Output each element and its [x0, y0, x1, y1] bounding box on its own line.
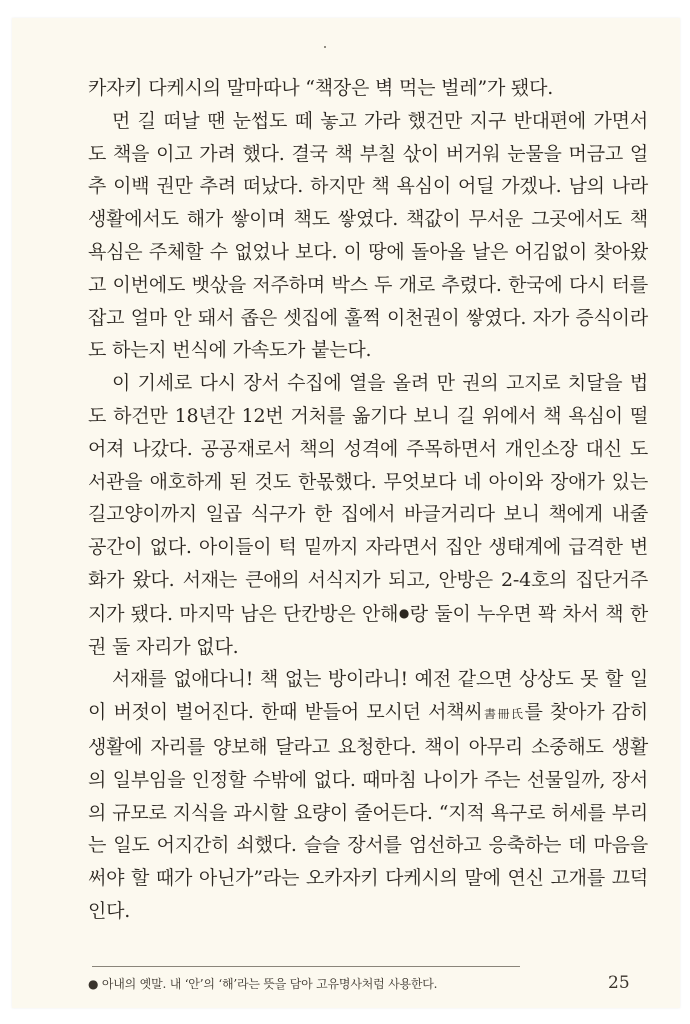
paragraph-3-text-after: 랑 둘이 누우면 꽉 차서 책 한 권 둘 자리가 없다.	[88, 602, 648, 658]
paragraph-4-text-after: 를 찾아가 감히 생활에 자리를 양보해 달라고 요청한다. 책이 아무리 소중해도 생활의 일부임을 인정할 수밖에 없다. 때마침 나이가 주는 선물일까, 장서의 규모로 지식을 과시할 요량이 줄어든다. “지적 욕구로 허세를 부리는 일도 어지간히 쇠했다. 슬슬 장서를 엄선하고 응축하는 데 마음을 써야 할 때가 아닌가”라는 오카자키 다케시의 말에 연신 고개를 끄덕인다.	[88, 701, 648, 922]
paragraph-1	[88, 72, 648, 105]
book-page	[12, 18, 680, 1008]
paragraph-3	[88, 367, 648, 663]
body-text	[88, 72, 648, 928]
paragraph-4	[88, 663, 648, 927]
printing-speck	[324, 46, 326, 48]
paragraph-2-text: 먼 길 떠날 땐 눈썹도 떼 놓고 가라 했건만 지구 반대편에 가면서도 책을 이고 가려 했다. 결국 책 부칠 삯이 버거워 눈물을 머금고 얼추 이백 권만 추려 떠났다. 하지만 책 욕심이 어딜 가겠나. 남의 나라 생활에서도 해가 쌓이며 책도 쌓였다. 책값이 무서운 그곳에서도 책 욕심은 주체할 수 없었나 보다. 이 땅에 돌아올 날은 어김없이 찾아왔고 이번에도 뱃삯을 저주하며 박스 두 개로 추렸다. 한국에 다시 터를 잡고 얼마 안 돼서 좁은 셋집에 훌쩍 이천권이 쌓였다. 자가 증식이라도 하는지 번식에 가속도가 붙는다.	[88, 109, 648, 362]
page-number: 25	[608, 973, 630, 993]
paragraph-3-text-before: 이 기세로 다시 장서 수집에 열을 올려 만 권의 고지로 치달을 법도 하건만 18년간 12번 거처를 옮기다 보니 길 위에서 책 욕심이 떨어져 나갔다. 공공재로서 책의 성격에 주목하면서 개인소장 대신 도서관을 애호하게 된 것도 한몫했다. 무엇보다 네 아이와 장애가 있는 길고양이까지 일곱 식구가 한 집에서 바글거리다 보니 책에게 내줄 공간이 없다. 아이들이 턱 밑까지 자라면서 집안 생태계에 급격한 변화가 왔다. 서재는 큰애의 서식지가 되고, 안방은 2-4호의 집단거주지가 됐다. 마지막 남은 단칸방은 안해	[88, 372, 648, 625]
footnote-divider	[92, 966, 520, 967]
hanja-annotation: 書冊氏	[482, 707, 525, 722]
footnote-marker: ●	[398, 605, 410, 620]
footnote: ● 아내의 옛말. 내 ‘안’의 ‘해’라는 뜻을 담아 고유명사처럼 사용한다.	[88, 977, 438, 991]
paragraph-2	[88, 105, 648, 367]
paragraph-1-text: 카자키 다케시의 말마따나 “책장은 벽 먹는 벌레”가 됐다.	[88, 77, 554, 99]
paragraph-4-text-before: 서재를 없애다니! 책 없는 방이라니! 예전 같으면 상상도 못 할 일이 버젓이 벌어진다. 한때 받들어 모시던 서책씨	[88, 668, 648, 724]
